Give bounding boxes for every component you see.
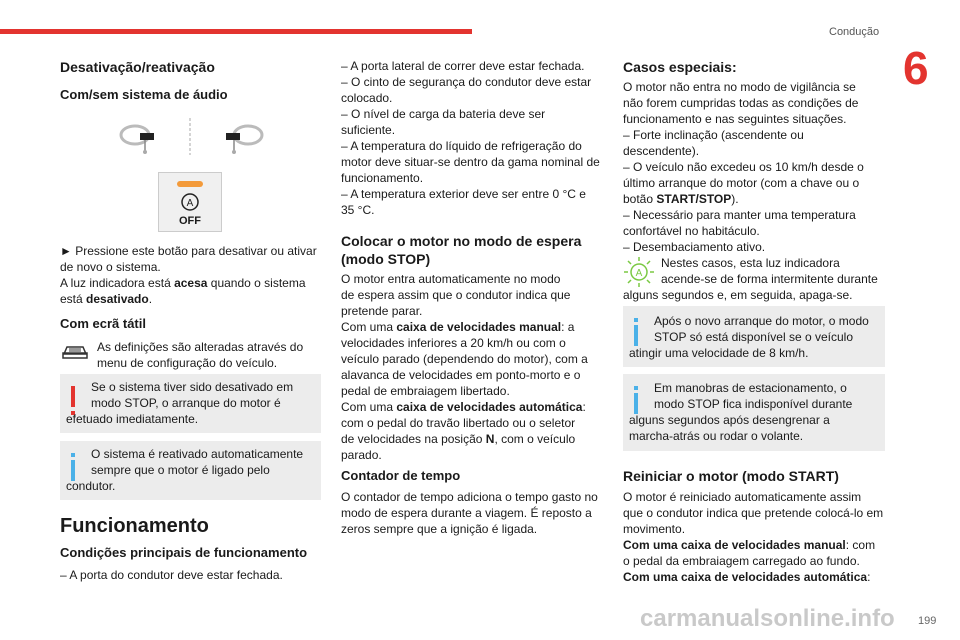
left-title: Desativação/reativação [60, 59, 215, 75]
heading-special-cases: Casos especiais: [623, 59, 737, 75]
cases-text: funcionamento e nas seguintes situações. [623, 112, 847, 126]
warning-icon [71, 386, 75, 407]
steering-wheel-right-icon [226, 126, 262, 154]
svg-text:A: A [635, 268, 643, 279]
condition-line: suficiente. [341, 123, 396, 137]
cases-text: último arranque do motor (com a chave ou o [623, 176, 860, 190]
touchscreen-text: As definições são alteradas através do [97, 340, 304, 354]
stop-text: veículo parado (dependendo do motor), com a [341, 352, 588, 366]
start-text: que o condutor indica que pretende colocá-lo em [623, 506, 884, 520]
condition-line: – O nível de carga da bateria deve ser [341, 107, 546, 121]
start-text: O motor é reiniciado automaticamente assim [623, 490, 862, 504]
cases-text: O motor não entra no modo de vigilância se [623, 80, 856, 94]
info-icon-dot [634, 318, 638, 322]
stop-text: O motor entra automaticamente no modo [341, 272, 561, 286]
touchscreen-text: menu de configuração do veículo. [97, 356, 278, 370]
steering-wheel-left-icon [121, 126, 154, 154]
info-icon-dot [71, 453, 75, 457]
timer-text: O contador de tempo adiciona o tempo gasto no [341, 490, 598, 504]
info-text: modo STOP fica indisponível durante [654, 397, 853, 411]
condition-line: colocado. [341, 91, 393, 105]
info-text: Em manobras de estacionamento, o [654, 381, 847, 395]
timer-text: zeros sempre que a ignição é ligada. [341, 522, 538, 536]
instruction-line: está desativado. [60, 292, 153, 306]
steering-wheel-diagram [110, 115, 270, 160]
condition-line: funcionamento. [341, 171, 424, 185]
subtitle-timer: Contador de tempo [341, 468, 461, 483]
stop-text: pretende parar. [341, 304, 423, 318]
subtitle-touchscreen: Com ecrã tátil [60, 316, 146, 331]
subtitle-conditions: Condições principais de funcionamento [60, 545, 308, 560]
section-label: Condução [829, 26, 880, 38]
warning-box [60, 374, 321, 433]
cases-text: descendente). [623, 144, 700, 158]
info-text: marcha-atrás ou rodar o volante. [629, 429, 804, 443]
instruction-line: de novo o sistema. [60, 260, 161, 274]
cases-text: – Forte inclinação (ascendente ou [623, 128, 804, 142]
condition-line: 35 °C. [341, 203, 375, 217]
instruction-line: ► Pressione este botão para desativar ou ativar [60, 244, 317, 258]
info-icon [634, 325, 638, 346]
stop-text: com o pedal do travão libertado ou o seletor [341, 416, 576, 430]
page-number: 199 [918, 615, 937, 627]
info-text: Após o novo arranque do motor, o modo [654, 314, 869, 328]
stop-text: Com uma caixa de velocidades manual: a [341, 320, 575, 334]
info-text: O sistema é reativado automaticamente [91, 447, 304, 461]
info-box [623, 374, 885, 451]
info-text: sempre que o motor é ligado pelo [91, 463, 270, 477]
watermark: carmanualsonline.info [640, 605, 895, 632]
stop-start-indicator-icon [623, 256, 655, 288]
indicator-light [177, 181, 203, 187]
heading-stop-mode: Colocar o motor no modo de espera [341, 233, 582, 249]
warning-text: Se o sistema tiver sido desativado em [91, 380, 294, 394]
start-text: o pedal da embraiagem carregado ao fundo. [623, 554, 860, 568]
info-box [60, 441, 321, 500]
cases-text: – Necessário para manter uma temperatura [623, 208, 856, 222]
info-box [623, 306, 885, 367]
info-icon-dot [634, 386, 638, 390]
condition-line: – A porta lateral de correr deve estar fechada. [341, 59, 585, 73]
condition-line: – A temperatura do líquido de refrigeração do [341, 139, 582, 153]
car-settings-icon [60, 340, 90, 362]
cases-text: acende-se de forma intermitente durante [661, 272, 878, 286]
cases-text: confortável no habitáculo. [623, 224, 760, 238]
subtitle-audio: Com/sem sistema de áudio [60, 87, 228, 102]
heading-start-mode: Reiniciar o motor (modo START) [623, 468, 839, 484]
chapter-number: 6 [903, 42, 929, 94]
top-accent-bar [0, 29, 472, 34]
stop-text: alavanca de velocidades em ponto-morto e o [341, 368, 581, 382]
start-text: movimento. [623, 522, 686, 536]
start-text: Com uma caixa de velocidades automática: [623, 570, 871, 584]
cases-text: botão START/STOP). [623, 192, 739, 206]
instruction-line: A luz indicadora está acesa quando o sistema [60, 276, 306, 290]
stop-text: pedal de embraiagem libertado. [341, 384, 510, 398]
info-text: condutor. [66, 479, 116, 493]
stop-text: Com uma caixa de velocidades automática: [341, 400, 586, 414]
cases-text: – Desembaciamento ativo. [623, 240, 766, 254]
section-heading-funcionamento: Funcionamento [60, 515, 209, 537]
stop-text: velocidades inferiores a 20 km/h ou com o [341, 336, 566, 350]
info-text: atingir uma velocidade de 8 km/h. [629, 346, 809, 360]
off-label: OFF [179, 215, 201, 227]
condition-line: – A porta do condutor deve estar fechada. [60, 568, 283, 582]
stop-text: de velocidades na posição N, com o veículo [341, 432, 576, 446]
stop-text: de espera assim que o condutor indica que [341, 288, 571, 302]
condition-line: motor deve situar-se dentro da gama nominal de [341, 155, 600, 169]
cases-text: não forem cumpridas todas as condições de [623, 96, 859, 110]
cases-text: alguns segundos e, em seguida, apaga-se. [623, 288, 853, 302]
condition-line: – O cinto de segurança do condutor deve estar [341, 75, 592, 89]
condition-line: – A temperatura exterior deve ser entre 0 °C e [341, 187, 586, 201]
timer-text: modo de espera durante a viagem. É reposto a [341, 506, 592, 520]
cases-text: Nestes casos, esta luz indicadora [661, 256, 840, 270]
info-text: STOP só está disponível se o veículo [654, 330, 854, 344]
warning-text: modo STOP, o arranque do motor é [91, 396, 281, 410]
stop-start-off-button[interactable] [158, 172, 222, 232]
heading-stop-mode: (modo STOP) [341, 251, 431, 267]
start-text: Com uma caixa de velocidades manual: com [623, 538, 876, 552]
stop-text: parado. [341, 448, 382, 462]
info-text: alguns segundos após desengrenar a [629, 413, 830, 427]
info-icon [634, 393, 638, 414]
svg-text:A: A [186, 198, 194, 209]
warning-text: efetuado imediatamente. [66, 412, 199, 426]
cases-text: – O veículo não excedeu os 10 km/h desde o [623, 160, 864, 174]
auto-stop-icon [180, 192, 200, 212]
